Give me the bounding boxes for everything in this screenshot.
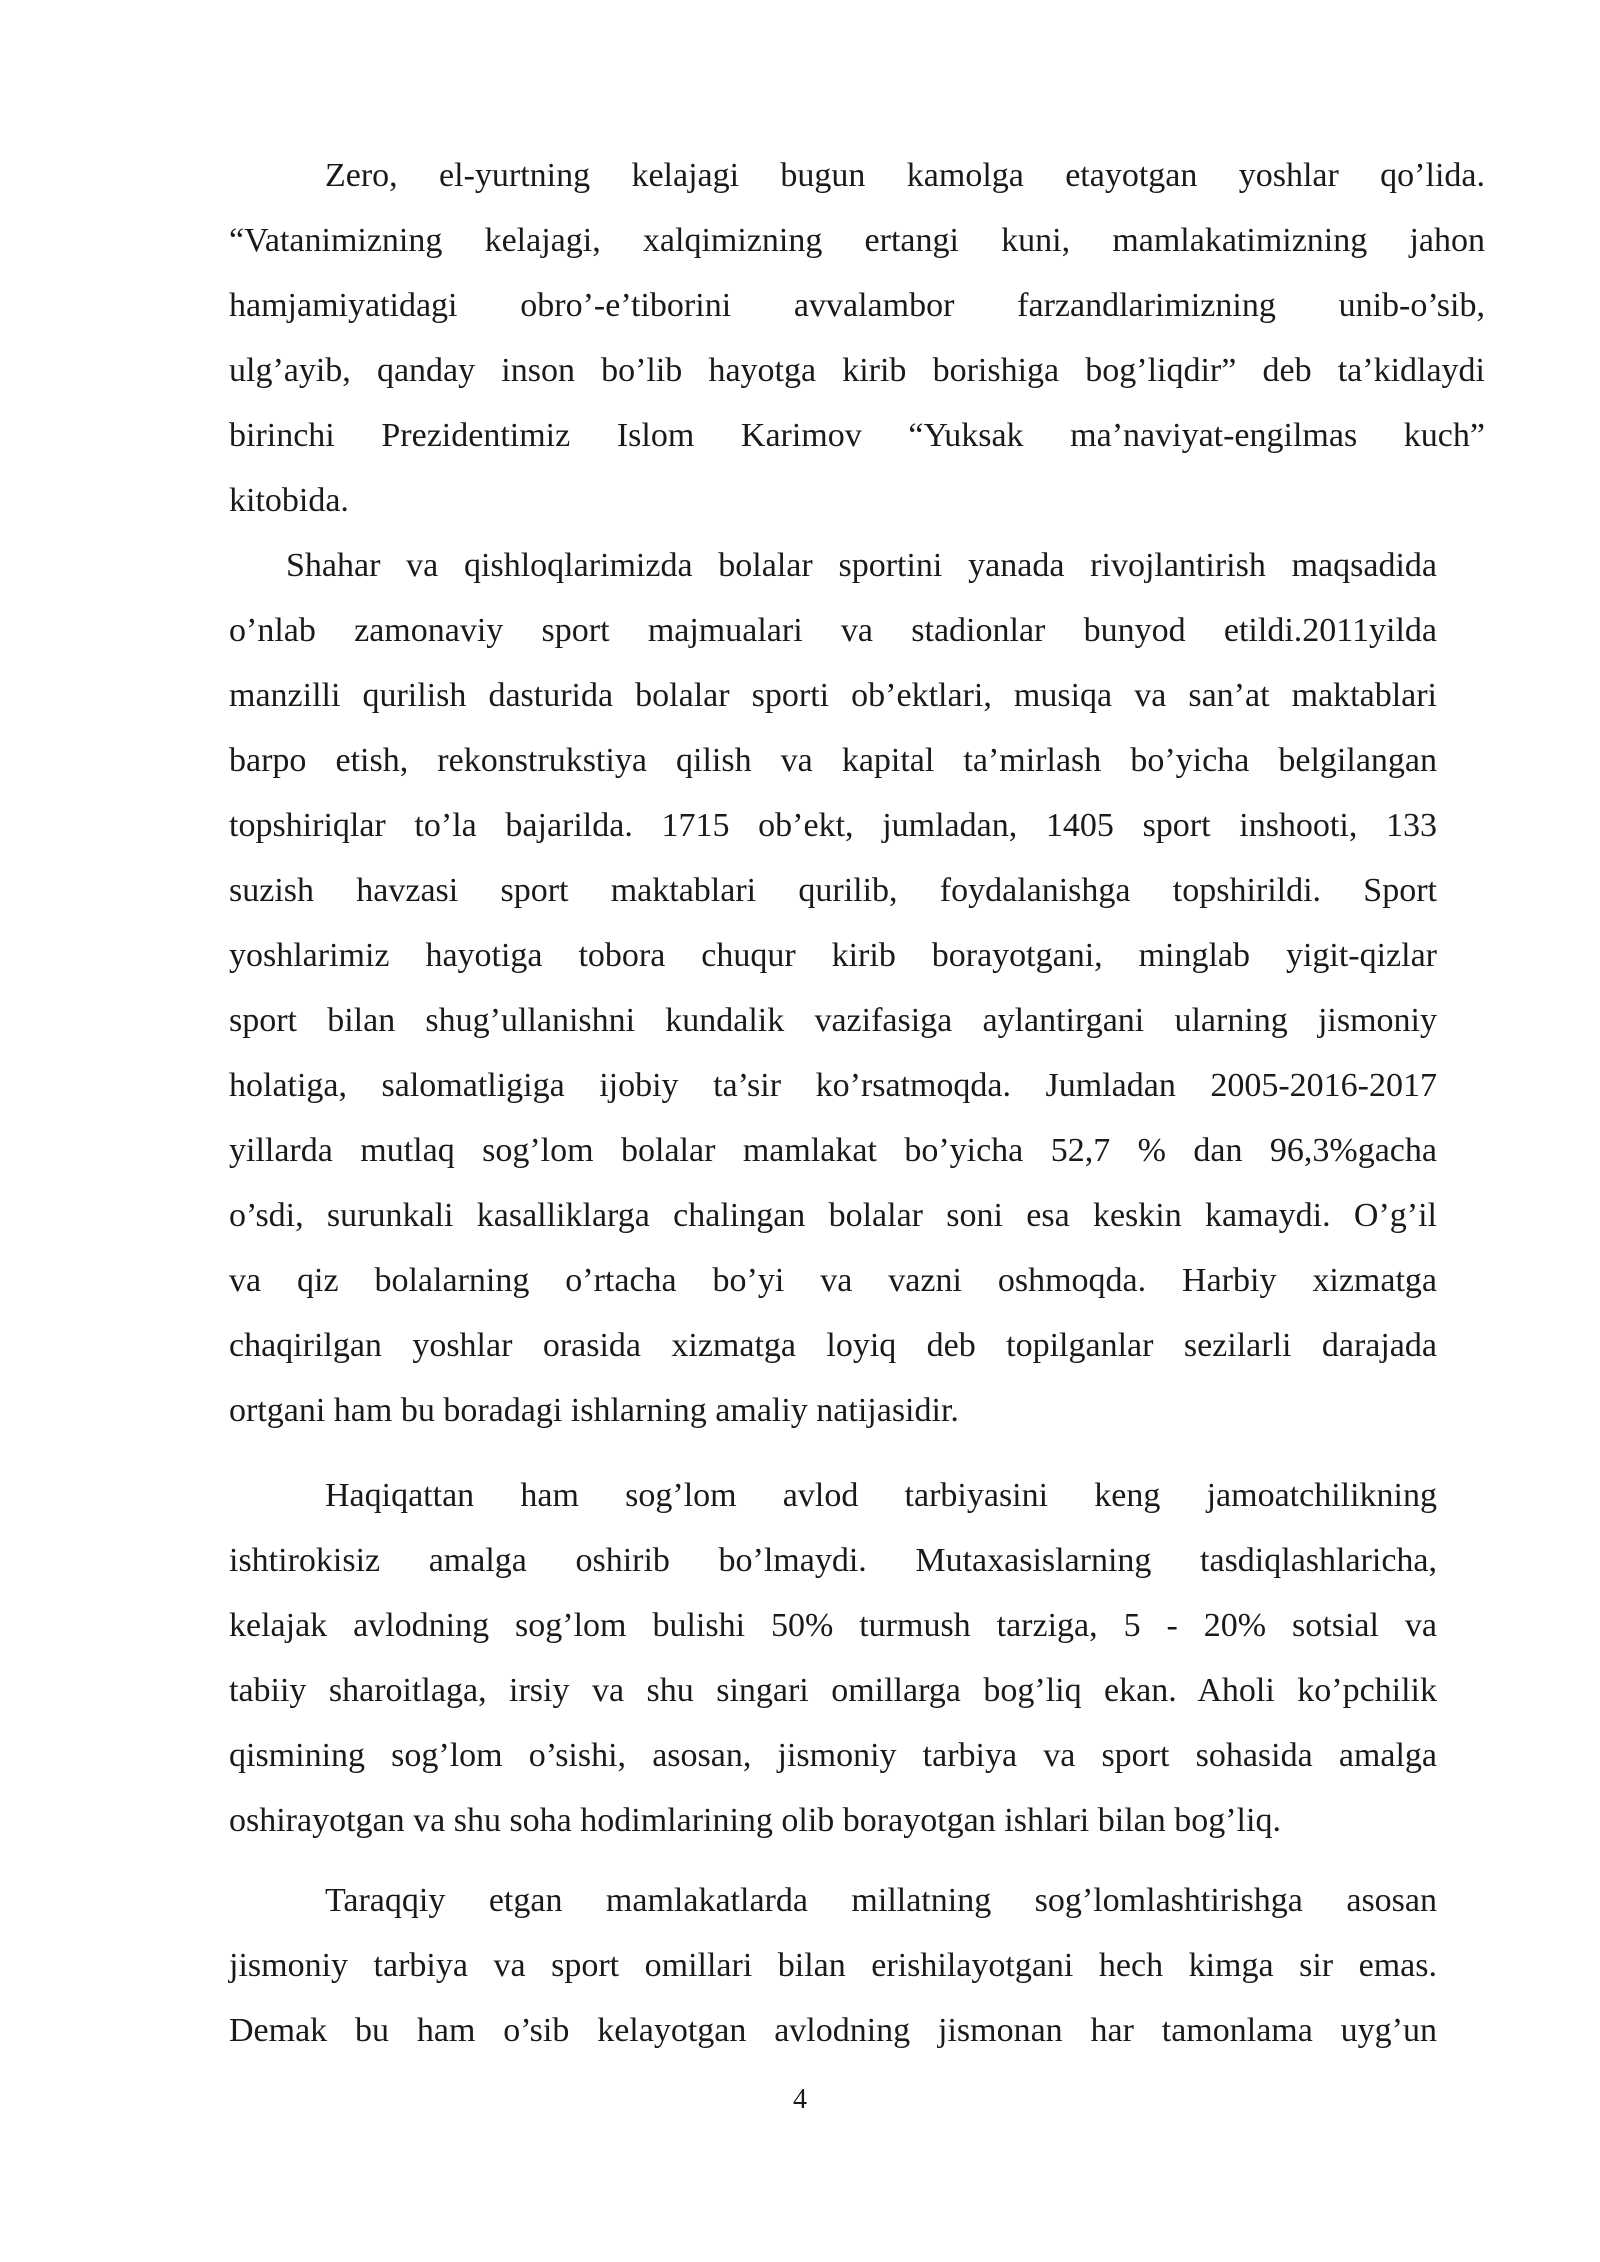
text-line: qismining sog’lom o’sishi, asosan, jismoniy tarbiya va sport sohasida amalga xyxy=(229,1737,1437,1774)
text-line: topshiriqlar to’la bajarilda. 1715 ob’ekt, jumladan, 1405 sport inshooti, 133 xyxy=(229,807,1437,844)
text-line: tabiiy sharoitlaga, irsiy va shu singari omillarga bog’liq ekan. Aholi ko’pchilik xyxy=(229,1672,1437,1709)
text-line: ortgani ham bu boradagi ishlarning amaliy natijasidir. xyxy=(229,1392,959,1429)
text-line: ishtirokisiz amalga oshirib bo’lmaydi. Mutaxasislarning tasdiqlashlaricha, xyxy=(229,1542,1437,1579)
text-line: oshirayotgan va shu soha hodimlarining olib borayotgan ishlari bilan bog’liq. xyxy=(229,1802,1281,1839)
text-line: Taraqqiy etgan mamlakatlarda millatning sog’lomlashtirishga asosan xyxy=(325,1882,1437,1919)
text-line: yillarda mutlaq sog’lom bolalar mamlakat bo’yicha 52,7 % dan 96,3%gacha xyxy=(229,1132,1437,1169)
text-line: Demak bu ham o’sib kelayotgan avlodning jismonan har tamonlama uyg’un xyxy=(229,2012,1437,2049)
text-line: kitobida. xyxy=(229,482,349,519)
paragraph-3 xyxy=(229,1463,1437,1853)
text-line: chaqirilgan yoshlar orasida xizmatga loyiq deb topilganlar sezilarli darajada xyxy=(229,1327,1437,1364)
text-line: sport bilan shug’ullanishni kundalik vazifasiga aylantirgani ularning jismoniy xyxy=(229,1002,1437,1039)
text-line: va qiz bolalarning o’rtacha bo’yi va vazni oshmoqda. Harbiy xizmatga xyxy=(229,1262,1437,1299)
text-line: manzilli qurilish dasturida bolalar sporti ob’ektlari, musiqa va san’at maktablari xyxy=(229,677,1437,714)
paragraph-2 xyxy=(229,533,1437,1443)
text-line: birinchi Prezidentimiz Islom Karimov “Yuksak ma’naviyat-engilmas kuch” xyxy=(229,417,1485,454)
page-number: 4 xyxy=(793,2084,807,2115)
text-line: Haqiqattan ham sog’lom avlod tarbiyasini keng jamoatchilikning xyxy=(325,1477,1437,1514)
text-line: “Vatanimizning kelajagi, xalqimizning ertangi kuni, mamlakatimizning jahon xyxy=(229,222,1485,259)
text-line: jismoniy tarbiya va sport omillari bilan erishilayotgani hech kimga sir emas. xyxy=(229,1947,1437,1984)
text-line: o’nlab zamonaviy sport majmualari va stadionlar bunyod etildi.2011yilda xyxy=(229,612,1437,649)
text-line: holatiga, salomatligiga ijobiy ta’sir ko’rsatmoqda. Jumladan 2005-2016-2017 xyxy=(229,1067,1437,1104)
text-line: hamjamiyatidagi obro’-e’tiborini avvalambor farzandlarimizning unib-o’sib, xyxy=(229,287,1485,324)
text-line: suzish havzasi sport maktablari qurilib, foydalanishga topshirildi. Sport xyxy=(229,872,1437,909)
text-line: Shahar va qishloqlarimizda bolalar sportini yanada rivojlantirish maqsadida xyxy=(286,547,1437,584)
text-line: yoshlarimiz hayotiga tobora chuqur kirib borayotgani, minglab yigit-qizlar xyxy=(229,937,1437,974)
paragraph-4 xyxy=(229,1868,1437,2063)
text-line: o’sdi, surunkali kasalliklarga chalingan bolalar soni esa keskin kamaydi. O’g’il xyxy=(229,1197,1437,1234)
text-line: kelajak avlodning sog’lom bulishi 50% turmush tarziga, 5 - 20% sotsial va xyxy=(229,1607,1437,1644)
text-line: ulg’ayib, qanday inson bo’lib hayotga kirib borishiga bog’liqdir” deb ta’kidlaydi xyxy=(229,352,1485,389)
text-line: Zero, el-yurtning kelajagi bugun kamolga etayotgan yoshlar qo’lida. xyxy=(325,157,1485,194)
paragraph-1 xyxy=(229,143,1485,533)
text-line: barpo etish, rekonstrukstiya qilish va kapital ta’mirlash bo’yicha belgilangan xyxy=(229,742,1437,779)
